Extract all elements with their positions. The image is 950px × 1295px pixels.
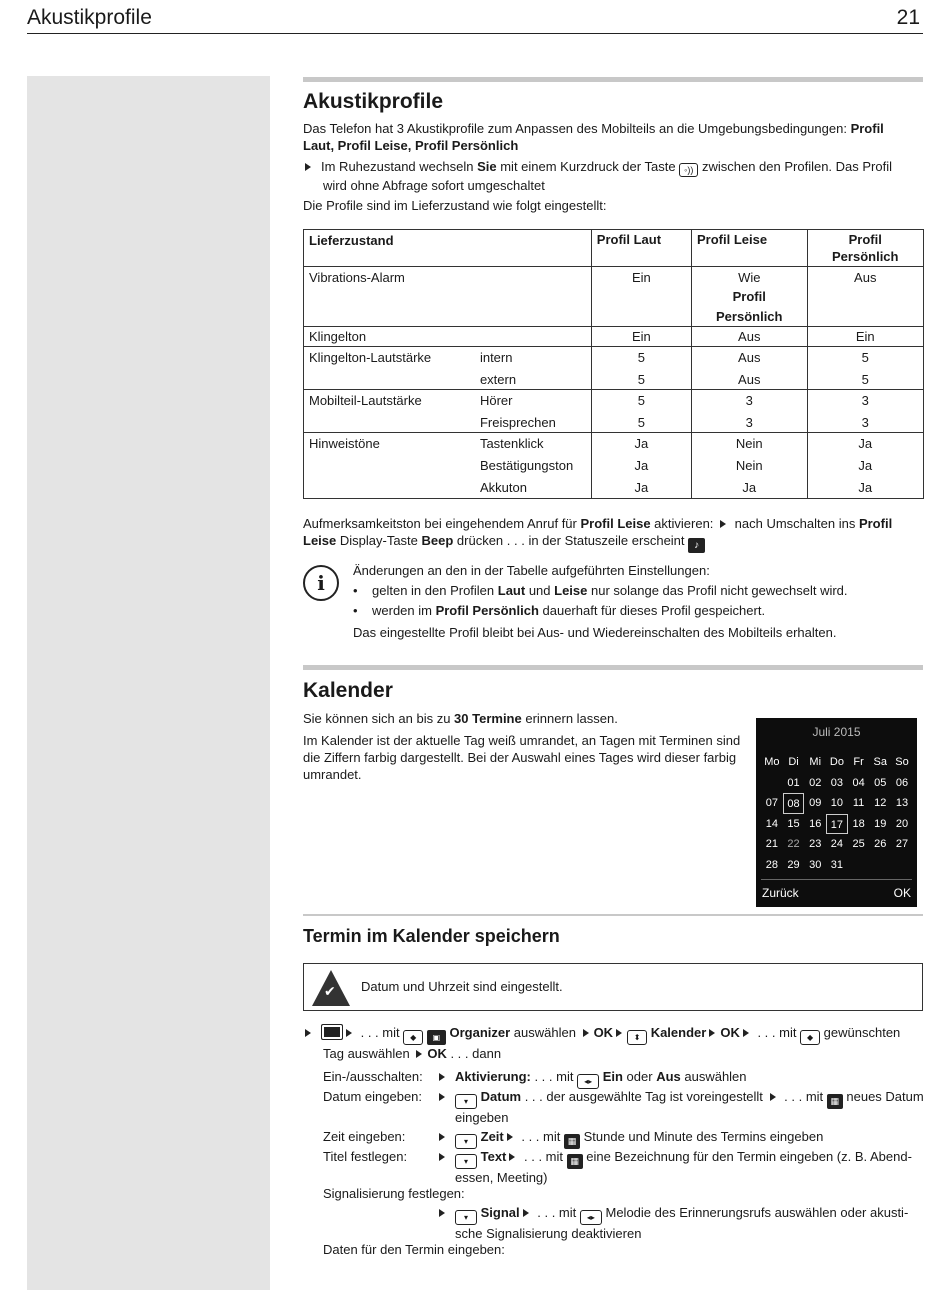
weekday-label: Do (829, 756, 844, 768)
weekday-label: Di (788, 756, 799, 768)
left-right-key-icon: ◂▸ (580, 1210, 602, 1225)
step-text-ein: Aktivierung: . . . mit ◂▸ Ein oder Aus auswählen (455, 1068, 925, 1089)
calendar-day-selected[interactable]: 17 (826, 814, 848, 835)
step-arrow-icon (743, 1029, 749, 1037)
subsection-heading-termin: Termin im Kalender speichern (303, 926, 560, 946)
calendar-back-softkey[interactable]: Zurück (762, 886, 799, 900)
step-arrow-icon (436, 1148, 450, 1165)
section-rule (303, 77, 923, 82)
step-arrow-icon (616, 1029, 622, 1037)
calendar-week (761, 814, 913, 835)
step-label-ein: Ein-/ausschalten: (323, 1069, 423, 1084)
calendar-day[interactable]: 16 (809, 817, 822, 830)
table-row: extern 5 Aus 5 (304, 367, 924, 390)
table-row: Vibrations-Alarm Ein Wie Profil Persönlich Aus (304, 267, 924, 327)
calendar-day[interactable]: 06 (895, 776, 909, 789)
down-key-icon: ▾ (455, 1210, 477, 1225)
bell-status-icon: ♪ (688, 538, 705, 553)
weekday-label: Sa (873, 756, 888, 768)
step-arrow-icon (523, 1209, 529, 1217)
down-key-icon: ▾ (455, 1094, 477, 1109)
table-row: Klingelton-Lautstärke intern 5 Aus 5 (304, 347, 924, 368)
page-number: 21 (896, 6, 920, 29)
table-row: Akkuton Ja Ja Ja (304, 475, 924, 499)
table-header-row: Lieferzustand Profil Laut Profil Leise Profil Persönlich (304, 230, 924, 267)
calendar-day[interactable]: 07 (765, 797, 778, 809)
calendar-softkey-divider (761, 879, 912, 880)
calendar-week (761, 855, 913, 876)
control-key-icon: ◆ (800, 1030, 820, 1045)
organizer-icon: ▣ (427, 1030, 446, 1045)
subsection-rule (303, 914, 923, 916)
calendar-day[interactable]: 03 (830, 776, 844, 789)
control-key-icon: ◆ (403, 1030, 423, 1045)
kalender-description: Im Kalender ist der aktuelle Tag weiß umrandet, an Tagen mit Terminen sind die Ziffern farbig dargestellt. Bei der Auswahl eines Tages wird dieser farbig umrandet. (303, 733, 741, 782)
step-arrow-icon (583, 1029, 589, 1037)
down-key-icon: ▾ (455, 1154, 477, 1169)
calendar-day[interactable]: 23 (809, 838, 822, 850)
step-arrow-icon (305, 1029, 311, 1037)
calendar-day[interactable]: 02 (809, 776, 822, 789)
step-arrow-icon (346, 1029, 352, 1037)
step-arrow-icon (436, 1088, 450, 1105)
step-arrow-icon (720, 520, 726, 528)
calendar-weekday-row (761, 752, 913, 773)
keypad-icon: ▦ (564, 1134, 580, 1149)
main-instruction: . . . mit ◆ ▣ Organizer auswählen OK ⬍ Kalender OK . . . mit ◆ gewünschten Tag auswählen OK . . . dann (303, 1024, 925, 1062)
calendar-day[interactable]: 09 (809, 797, 822, 809)
profile-defaults-table (303, 229, 924, 499)
calendar-day[interactable]: 13 (895, 797, 909, 809)
attention-tone-paragraph: Aufmerksamkeitston bei eingehendem Anruf für Profil Leise aktivieren: nach Umschalten ins Profil Leise Display-Taste Beep drücken . . . in der Statuszeile erscheint ♪ (303, 516, 893, 551)
calendar-day[interactable]: 12 (874, 797, 887, 809)
table-row: Freisprechen 5 3 3 (304, 410, 924, 433)
calendar-day[interactable]: 15 (787, 817, 800, 830)
step-text-zeit: ▾ Zeit . . . mit ▦ Stunde und Minute des Termins eingeben (455, 1128, 925, 1149)
calendar-day[interactable]: 28 (765, 858, 778, 871)
step-label-datum: Datum eingeben: (323, 1089, 423, 1104)
calendar-day (848, 855, 870, 876)
calendar-day[interactable]: 27 (895, 838, 909, 850)
calendar-day[interactable] (761, 773, 783, 794)
calendar-day[interactable]: 26 (874, 838, 887, 850)
calendar-grid (761, 752, 913, 875)
weekday-label: Mo (764, 756, 780, 768)
step-arrow-icon (416, 1050, 422, 1058)
weekday-label: Mi (809, 756, 822, 768)
step-label-titel: Titel festlegen: (323, 1149, 408, 1164)
calendar-week (761, 773, 913, 794)
calendar-week (761, 834, 913, 855)
info-bullet-2: • werden im Profil Persönlich dauerhaft für dieses Profil gespeichert. (353, 603, 766, 618)
step-arrow-icon (436, 1204, 450, 1221)
step-arrow-icon (709, 1029, 715, 1037)
section-heading-kalender: Kalender (303, 679, 393, 702)
menu-key-icon (321, 1024, 343, 1040)
section-rule (303, 665, 923, 670)
prerequisite-text: Datum und Uhrzeit sind eingestellt. (361, 979, 563, 994)
table-row: Klingelton Ein Aus Ein (304, 327, 924, 347)
step-arrow-icon (507, 1133, 513, 1141)
weekday-label: Fr (853, 756, 864, 768)
table-row: Hinweistöne Tastenklick Ja Nein Ja (304, 433, 924, 454)
info-bullet-1: • gelten in den Profilen Laut und Leise nur solange das Profil nicht gewechselt wird. (353, 583, 848, 598)
step-label-signal: Signalisierung festlegen: (323, 1186, 465, 1201)
calendar-day[interactable]: 24 (830, 838, 844, 850)
step-arrow-icon (770, 1093, 776, 1101)
calendar-day (891, 855, 913, 876)
calendar-day[interactable]: 20 (895, 817, 909, 830)
defaults-text: Die Profile sind im Lieferzustand wie folgt eingestellt: (303, 198, 607, 213)
calendar-ok-softkey[interactable]: OK (893, 886, 911, 900)
prerequisite-box (303, 963, 923, 1011)
calendar-day[interactable]: 29 (787, 858, 800, 871)
calendar-day[interactable]: 30 (809, 858, 822, 871)
step-label-daten: Daten für den Termin eingeben: (323, 1242, 505, 1257)
table-row: Mobilteil-Lautstärke Hörer 5 3 3 (304, 390, 924, 411)
header-divider (27, 33, 923, 34)
calendar-day[interactable]: 11 (852, 797, 865, 809)
calendar-day[interactable]: 18 (852, 817, 865, 830)
calendar-day[interactable]: 10 (830, 797, 844, 809)
step-text-signal: ▾ Signal . . . mit ◂▸ Melodie des Erinnerungsrufs auswählen oder akusti- sche Signalisierung deaktivieren (455, 1205, 909, 1241)
calendar-day[interactable]: 25 (852, 838, 865, 850)
info-icon: i (303, 565, 339, 601)
step-arrow-icon (436, 1068, 450, 1085)
left-right-key-icon: ◂▸ (577, 1074, 599, 1089)
keypad-icon: ▦ (567, 1154, 583, 1169)
weekday-label: So (895, 756, 909, 768)
calendar-day[interactable]: 14 (765, 817, 778, 830)
running-header-title: Akustikprofile (27, 6, 152, 29)
intro-paragraph: Das Telefon hat 3 Akustikprofile zum Anpassen des Mobilteils an die Umgebungsbedingungen: Profil Laut, Profil Leise, Profil Persönlich (303, 121, 884, 153)
table-row: Bestätigungston Ja Nein Ja (304, 453, 924, 475)
calendar-month-title: Juli 2015 (812, 725, 861, 739)
step-arrow-icon (305, 163, 311, 171)
step-text-datum: ▾ Datum . . . der ausgewählte Tag ist voreingestellt . . . mit ▦ neues Datum eingeben (455, 1089, 924, 1125)
calendar-week (761, 793, 913, 814)
calendar-day[interactable]: 04 (852, 776, 865, 789)
control-key-updown-icon: ⬍ (627, 1030, 647, 1045)
keypad-icon: ▦ (827, 1094, 843, 1109)
calendar-display (756, 718, 917, 907)
info-note: Änderungen an den in der Tabelle aufgeführten Einstellungen: • gelten in den Profilen Laut und Leise nur solange das Profil nicht gewechselt wird. • werden im Profil Persönlich dauerhaft für dieses Profil gespeichert. Das eingestellte Profil bleibt bei Aus- und Wiedereinschalten des Mobilteils erhalten. (353, 562, 923, 641)
step-arrow-icon (436, 1128, 450, 1145)
calendar-day[interactable]: 05 (874, 776, 887, 789)
down-key-icon: ▾ (455, 1134, 477, 1149)
step-text-titel: ▾ Text . . . mit ▦ eine Bezeichnung für den Termin eingeben (z. B. Abend- essen, Meeting) (455, 1149, 912, 1185)
calendar-day (869, 855, 891, 876)
step-label-zeit: Zeit eingeben: (323, 1129, 406, 1144)
left-margin-panel (27, 76, 270, 1290)
calendar-day[interactable]: 31 (830, 858, 844, 871)
calendar-day[interactable]: 19 (874, 817, 887, 830)
calendar-day[interactable]: 21 (765, 838, 778, 850)
step-arrow-icon (509, 1153, 515, 1161)
calendar-day[interactable]: 01 (787, 776, 800, 789)
calendar-day-with-appointment[interactable]: 22 (787, 838, 800, 850)
instruction-step: Im Ruhezustand wechseln Sie mit einem Kurzdruck der Taste ◦)) zwischen den Profilen. Das Profil wird ohne Abfrage sofort umgeschaltet (303, 158, 923, 194)
checkmark-icon: ✔ (324, 983, 336, 999)
profile-key-icon: ◦)) (679, 163, 698, 177)
calendar-day-today[interactable]: 08 (783, 793, 805, 814)
section-heading-akustikprofile: Akustikprofile (303, 90, 444, 113)
kalender-intro: Sie können sich an bis zu 30 Termine erinnern lassen. (303, 711, 618, 726)
